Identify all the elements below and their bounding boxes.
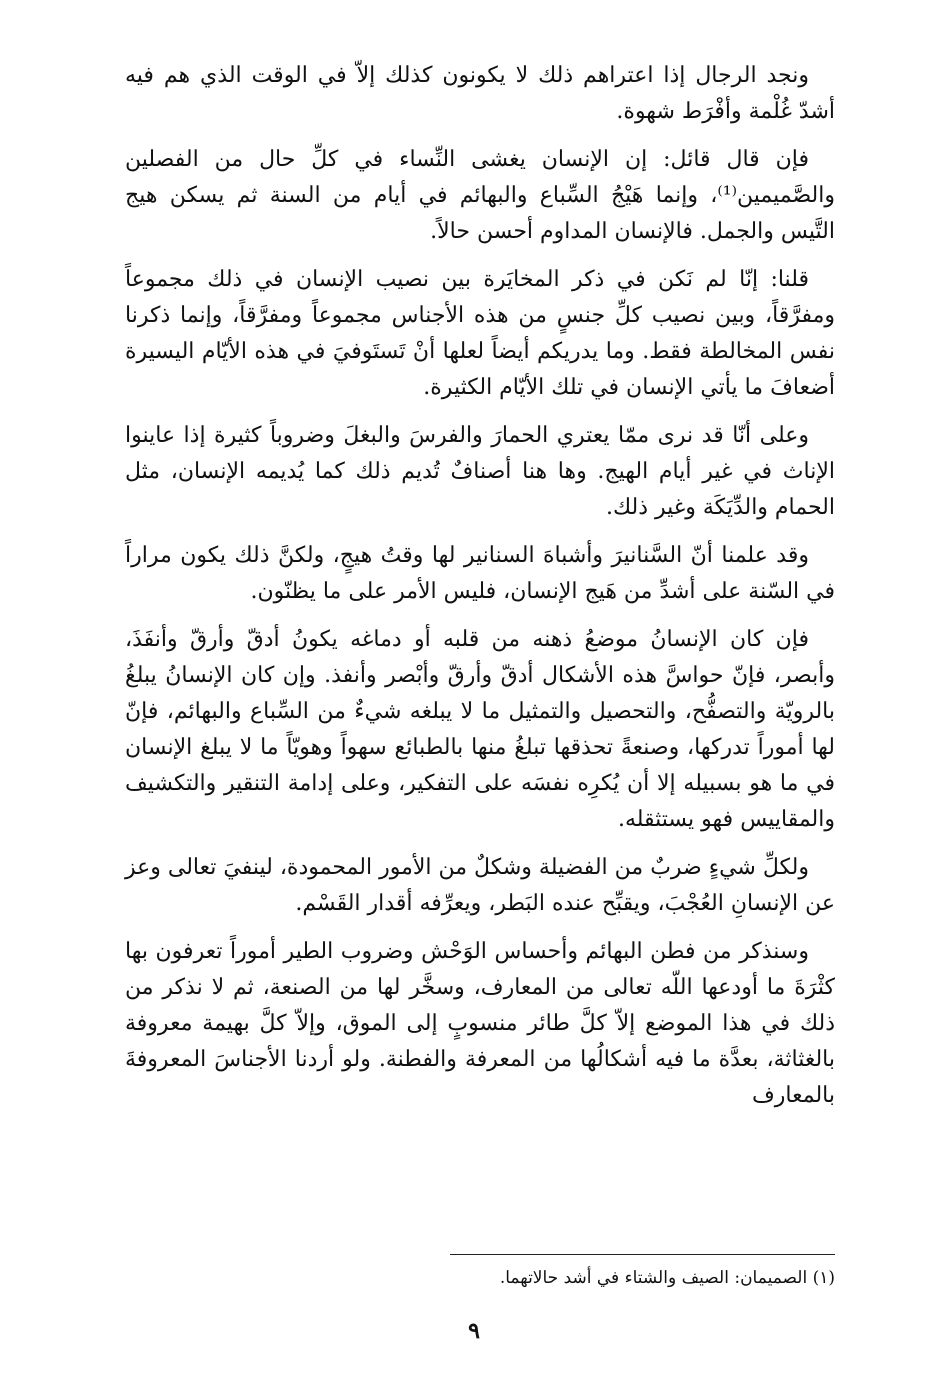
page-body: [125, 58, 835, 1126]
paragraph: وعلى أنّا قد نرى ممّا يعتري الحمارَ والفرسَ والبغلَ وضروباً كثيرة إذا عاينوا الإناث في غير أيام الهيج. وها هنا أصنافٌ تُديم ذلك كما يُديمه الإنسان، مثل الحمام والدِّيَكَة وغير ذلك.: [125, 423, 835, 520]
footnote-divider: [450, 1254, 835, 1255]
paragraph: ولكلِّ شيءٍ ضربٌ من الفضيلة وشكلٌ من الأمور المحمودة، لينفيَ تعالى وعز عن الإنسانِ العُجْبَ، ويقبِّح عنده البَطر، ويعرِّفه أقدار القَسْم.: [125, 855, 835, 916]
paragraph: قلنا: إنّا لم نَكن في ذكر المخايَرة بين نصيب الإنسان في ذلك مجموعاً ومفرَّقاً، وبين نصيب كلِّ جنسٍ من هذه الأجناس مجموعاً ومفرَّقاً، وإنما ذكرنا نفس المخالطة فقط. وما يدريكم أيضاً لعلها أنْ تَستَوفيَ في هذه الأيّام اليسيرة أضعافَ ما يأتي الإنسان في تلك الأيّام الكثيرة.: [125, 267, 835, 400]
paragraph: فإن كان الإنسانُ موضعُ ذهنه من قلبه أو دماغه يكونُ أدقّ وأرقّ وأنفَذَ، وأبصر، فإنّ حواسَّ هذه الأشكال أدقّ وأرقّ وأبْصر وأنفذ. وإن كان الإنسانُ يبلغُ بالرويّة والتصفُّح، والتحصيل والتمثيل ما لا يبلغه شيءٌ من السِّباع والبهائم، فإنّ لها أموراً تدركها، وصنعةً تحذقها تبلغُ منها بالطبائع سهواً وهويّاً ما لا يبلغ الإنسان في ما هو بسبيله إلا أن يُكرِه نفسَه على التفكير، وعلى إدامة التنقير والتكشيف والمقاييس فهو يستثقله.: [125, 627, 835, 832]
paragraph: وقد علمنا أنّ السَّنانيرَ وأشباهَ السنانير لها وقتُ هيجٍ، ولكنَّ ذلك يكون مراراً في السّنة على أشدِّ من هَيج الإنسان، فليس الأمر على ما يظنّون.: [125, 543, 835, 604]
paragraph: ونجد الرجال إذا اعتراهم ذلك لا يكونون كذلك إلاّ في الوقت الذي هم فيه أشدّ غُلْمة وأفْرَط شهوة.: [125, 63, 835, 124]
paragraph: وسنذكر من فطن البهائم وأحساس الوَحْش وضروب الطير أموراً تعرفون بها كثْرَةَ ما أودعها اللّه تعالى من المعارف، وسخَّر لها من الصنعة، ثم لا نذكر من ذلك في هذا الموضع إلاّ كلَّ طائر منسوبٍ إلى الموق، وإلاّ كلَّ بهيمة معروفة بالغثاثة، بعدَّة ما فيه أشكالُها من المعرفة والفطنة. ولو أردنا الأجناسَ المعروفةَ بالمعارف: [125, 939, 835, 1108]
page-number: ٩: [468, 1318, 480, 1344]
footnote: (١) الصميمان: الصيف والشتاء في أشد حالاتهما.: [499, 1268, 835, 1288]
paragraph: فإن قال قائل: إن الإنسان يغشى النِّساء في كلِّ حال من الفصلين والصَّميمين⁽¹⁾، وإنما هَيْجُ السِّباع والبهائم في أيام من السنة ثم يسكن هيج التَّيس والجمل. فالإنسان المداوم أحسن حالاً.: [125, 147, 835, 244]
